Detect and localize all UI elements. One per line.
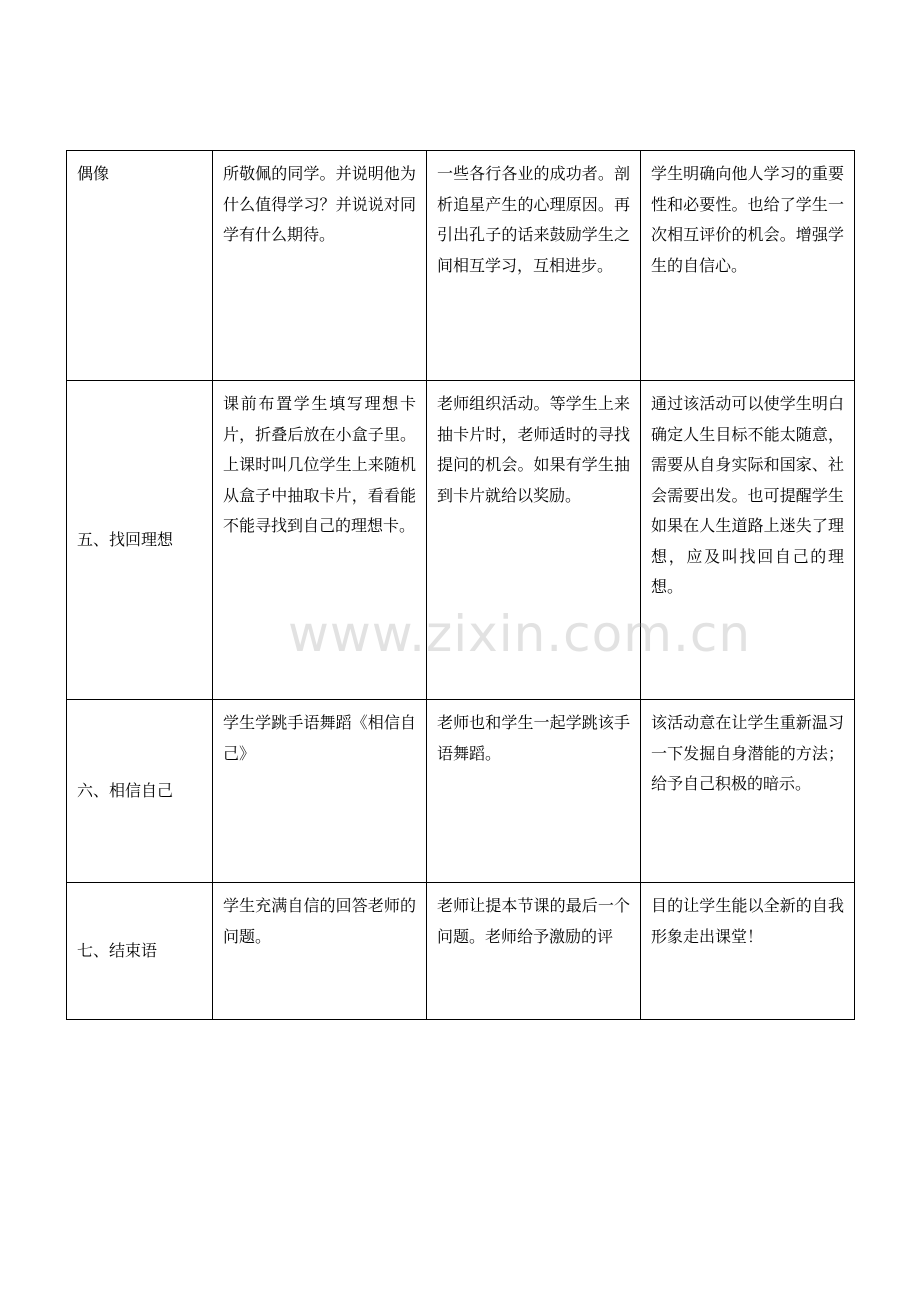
purpose-cell: 该活动意在让学生重新温习一下发掘自身潜能的方法；给予自己积极的暗示。 bbox=[641, 700, 855, 883]
stage-cell: 五、找回理想 bbox=[67, 381, 213, 700]
teacher-activity-cell: 一些各行各业的成功者。剖析追星产生的心理原因。再引出孔子的话来鼓励学生之间相互学习，互相进步。 bbox=[427, 151, 641, 381]
student-activity-cell: 课前布置学生填写理想卡片，折叠后放在小盒子里。上课时叫几位学生上来随机从盒子中抽取卡片，看看能不能寻找到自己的理想卡。 bbox=[213, 381, 427, 700]
table-row bbox=[67, 381, 855, 700]
lesson-plan-table bbox=[66, 150, 855, 1020]
teacher-activity-cell: 老师让提本节课的最后一个问题。老师给予激励的评 bbox=[427, 883, 641, 1020]
stage-cell: 七、结束语 bbox=[67, 883, 213, 1020]
purpose-cell: 目的让学生能以全新的自我形象走出课堂！ bbox=[641, 883, 855, 1020]
table-row bbox=[67, 151, 855, 381]
purpose-cell: 通过该活动可以使学生明白确定人生目标不能太随意，需要从自身实际和国家、社会需要出发。也可提醒学生如果在人生道路上迷失了理想，应及叫找回自己的理想。 bbox=[641, 381, 855, 700]
teacher-activity-cell: 老师也和学生一起学跳该手语舞蹈。 bbox=[427, 700, 641, 883]
student-activity-cell: 学生充满自信的回答老师的问题。 bbox=[213, 883, 427, 1020]
purpose-cell: 学生明确向他人学习的重要性和必要性。也给了学生一次相互评价的机会。增强学生的自信心。 bbox=[641, 151, 855, 381]
table-row bbox=[67, 883, 855, 1020]
student-activity-cell: 所敬佩的同学。并说明他为什么值得学习？并说说对同学有什么期待。 bbox=[213, 151, 427, 381]
watermark: www.zixin.com.cn bbox=[288, 605, 752, 663]
student-activity-cell: 学生学跳手语舞蹈《相信自己》 bbox=[213, 700, 427, 883]
teacher-activity-cell: 老师组织活动。等学生上来抽卡片时，老师适时的寻找提问的机会。如果有学生抽到卡片就给以奖励。 bbox=[427, 381, 641, 700]
table-row bbox=[67, 700, 855, 883]
stage-cell: 六、相信自己 bbox=[67, 700, 213, 883]
stage-cell: 偶像 bbox=[67, 151, 213, 381]
